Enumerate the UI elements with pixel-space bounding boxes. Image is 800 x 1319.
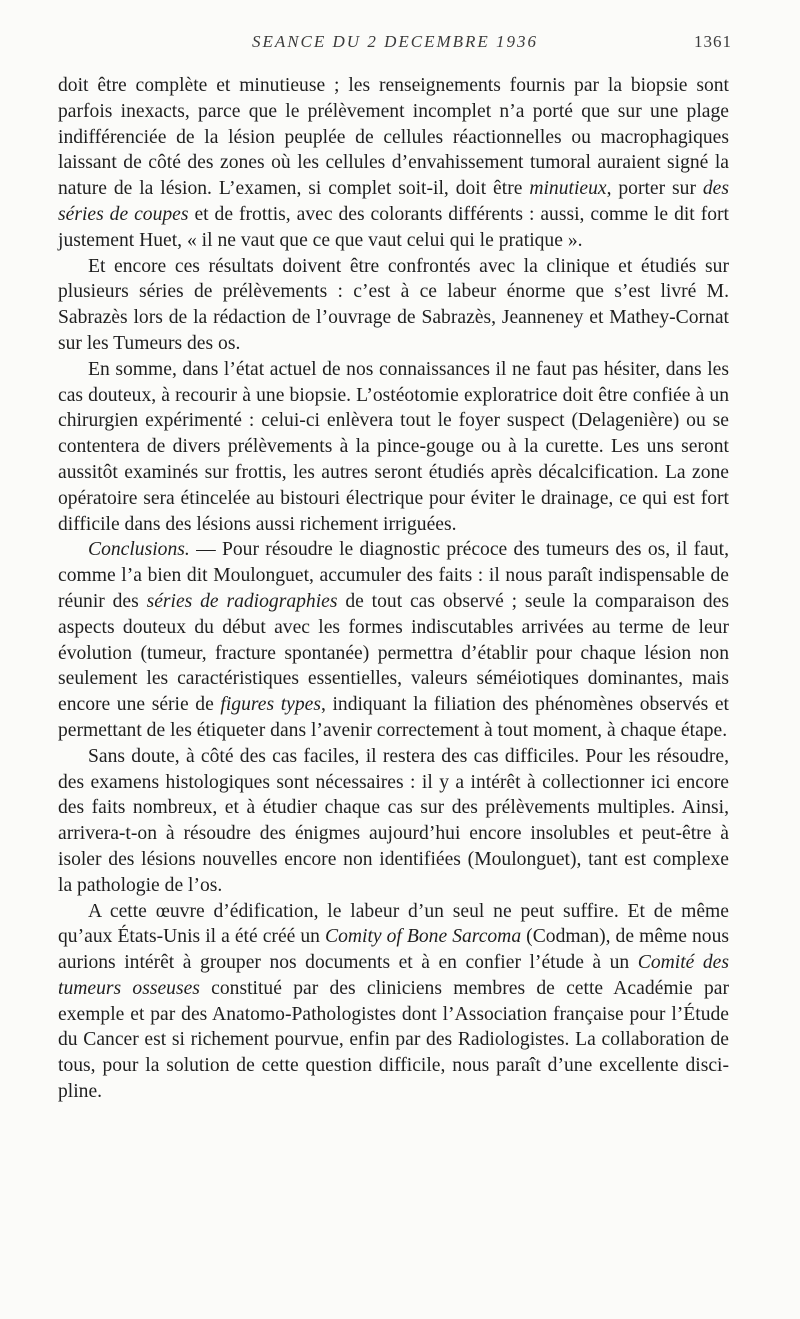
text-segment: , indiquant la filiation des phénomènes observés et permettant de les étiqueter dans l’avenir correctement à tout moment, à chaque étape. — [58, 694, 729, 741]
text-segment: A cette œuvre d’édification, le labeur d’un seul ne peut suffire. Et de même qu’aux États-Unis il a été créé un — [58, 900, 729, 948]
page-number: 1361 — [694, 32, 732, 51]
paragraph-2 — [58, 254, 729, 357]
text-segment: (Codman), de même nous aurions intérêt à grouper nos documents et à en confier l’étude à un — [58, 926, 730, 974]
text-segment: — Pour résoudre le diagnostic précoce des tumeurs des os, il faut, comme l’a bien dit Moulonguet, accumuler des faits : il nous paraît indispensable de réunir des — [58, 539, 729, 612]
paragraph-4 — [58, 537, 729, 743]
paragraph-5 — [58, 744, 729, 899]
paragraph-3 — [58, 357, 729, 538]
running-head-title: SEANCE DU 2 DECEMBRE 1936 — [251, 32, 539, 51]
italic-segment: séries de radiographies — [146, 590, 338, 612]
text-segment: et de frottis, avec des colorants différents : aussi, comme le dit fort justement Huet, « il ne vaut que ce que vaut celui qui le pratique ». — [58, 203, 729, 251]
text-segment: , porter sur — [606, 178, 703, 200]
italic-segment: figures types — [220, 694, 321, 716]
running-head — [60, 32, 730, 56]
paragraph-6 — [58, 899, 729, 1105]
italic-segment: Conclusions. — [88, 539, 190, 561]
italic-segment: Comité des tumeurs osseuses — [58, 952, 729, 999]
text-segment: doit être complète et minutieuse ; les renseignements fournis par la biopsie sont parfois inexacts, parce que le prélèvement incomplet n’a porté que sur une plage indifférenciée de la lésion peuplée de cellules réactionnelles ou macrophagiques laissant de côté des zones où les cellules d’envahissement tumoral auraient signé la nature de la lésion. L’examen, si complet soit-il, doit être — [58, 75, 729, 200]
text-segment: Sans doute, à côté des cas faciles, il restera des cas difficiles. Pour les résoudre, des examens histologiques sont nécessaires : il y a intérêt à collectionner ici encore des faits nombreux, et à étudier chaque cas sur des prélèvements multiples. Ainsi, arrivera-t-on à résoudre des énigmes aujourd’hui encore insolubles et peut-être à isoler des lésions nouvelles encore non identifiées (Moulonguet), tant est complexe la pathologie de l’os. — [58, 745, 729, 896]
text-segment: de tout cas observé ; seule la comparaison des aspects douteux du début avec les formes indiscutables arrivées au terme de leur évolution (tumeur, fracture spontanée) permettra d’établir pour chaque lésion non seulement les caractéristiques essentielles, valeurs séméiotiques dominantes, mais encore une série de — [58, 590, 730, 716]
paragraph-1 — [58, 73, 729, 254]
text-segment: Et encore ces résultats doivent être confrontés avec la clinique et étudiés sur plusieurs séries de prélèvements : c’est à ce labeur énorme que s’est livré M. Sabrazès lors de la rédaction de l’ouvrage de Sabrazès, Jeanneney et Mathey-Cornat sur les Tumeurs des os. — [58, 255, 729, 354]
italic-segment: minutieux — [529, 178, 607, 200]
text-segment: En somme, dans l’état actuel de nos connaissances il ne faut pas hésiter, dans les cas douteux, à recourir à une biopsie. L’ostéotomie exploratrice doit être confiée à un chirurgien expérimenté : celui-ci enlèvera tout le foyer suspect (Delagenière) ou se contentera de divers prélèvements à la pince-gouge ou à la curette. Les uns seront aussitôt examinés sur frottis, les autres seront étudiés après décalcification. La zone opératoire sera étincelée au bistouri électrique pour éviter le drainage, ce qui est fort difficile dans des lésions aussi richement irriguées. — [58, 358, 729, 535]
italic-segment: des séries de coupes — [58, 178, 729, 225]
body-text — [58, 73, 729, 1105]
italic-segment: Comity of Bone Sarcoma — [325, 926, 522, 948]
text-segment: constitué par des cliniciens membres de cette Académie par exemple et par des Anatomo-Pathologistes dont l’Association française pour l’Étude du Cancer est si richement pourvue, enfin par des Radiologistes. La collaboration de tous, pour la solution de cette question difficile, nous paraît d’une excellente discipline. — [58, 977, 729, 1103]
